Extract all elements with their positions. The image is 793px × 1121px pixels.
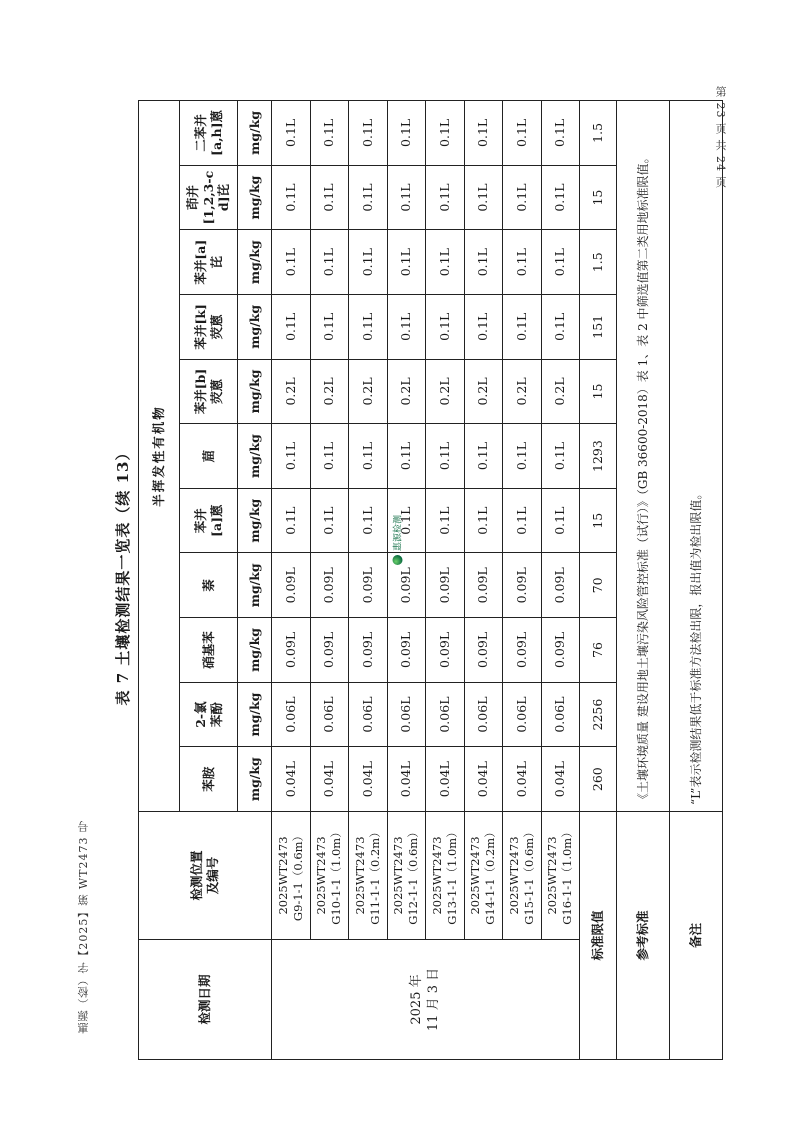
value-cell: 0.1L xyxy=(387,424,426,489)
value-cell: 0.1L xyxy=(503,101,542,166)
table-row xyxy=(349,101,388,1060)
value-cell: 0.1L xyxy=(272,424,311,489)
position-cell: 2025WT2473 G15-1-1（0.6m） xyxy=(503,812,542,940)
value-cell: 0.1L xyxy=(349,101,388,166)
value-cell: 0.06L xyxy=(349,682,388,747)
value-cell: 0.1L xyxy=(464,101,503,166)
value-cell: 0.1L xyxy=(349,230,388,295)
value-cell: 0.1L xyxy=(310,165,349,230)
reference-text: 《土壤环境质量 建设用地土壤污染风险管控标准（试行）》（GB 36600-2018）表 1、表 2 中筛选值第二类用地标准限值。 xyxy=(617,101,670,812)
value-cell: 0.1L xyxy=(503,295,542,360)
table-row xyxy=(541,101,580,1060)
value-cell: 0.09L xyxy=(310,618,349,683)
value-cell: 0.1L xyxy=(387,295,426,360)
value-cell: 0.1L xyxy=(349,424,388,489)
value-cell: 0.06L xyxy=(464,682,503,747)
value-cell: 0.09L xyxy=(541,618,580,683)
value-cell: 0.1L xyxy=(387,488,426,553)
value-cell: 0.1L xyxy=(541,488,580,553)
unit-cell: mg/kg xyxy=(238,618,272,683)
position-cell: 2025WT2473 G9-1-1（0.6m） xyxy=(272,812,311,940)
position-cell: 2025WT2473 G13-1-1（1.0m） xyxy=(426,812,465,940)
value-cell: 0.06L xyxy=(503,682,542,747)
value-cell: 0.1L xyxy=(349,488,388,553)
analyte-header: 䓛 xyxy=(180,424,238,489)
value-cell: 0.09L xyxy=(541,553,580,618)
analyte-header: 苯胺 xyxy=(180,747,238,812)
reference-label: 参考标准 xyxy=(617,812,670,1060)
value-cell: 0.09L xyxy=(349,618,388,683)
value-cell: 0.1L xyxy=(541,295,580,360)
value-cell: 0.1L xyxy=(310,424,349,489)
value-cell: 0.2L xyxy=(387,359,426,424)
value-cell: 0.1L xyxy=(387,230,426,295)
company-logo xyxy=(390,515,403,565)
value-cell: 0.09L xyxy=(272,618,311,683)
value-cell: 0.1L xyxy=(310,101,349,166)
remark-row xyxy=(670,101,723,1060)
value-cell: 0.1L xyxy=(503,488,542,553)
unit-cell: mg/kg xyxy=(238,101,272,166)
value-cell: 0.2L xyxy=(349,359,388,424)
standard-row xyxy=(580,101,617,1060)
analyte-header: 二苯并 [a,h]蒽 xyxy=(180,101,238,166)
position-cell: 2025WT2473 G11-1-1（0.2m） xyxy=(349,812,388,940)
value-cell: 0.06L xyxy=(541,682,580,747)
analyte-header: 苯并 [a]蒽 xyxy=(180,488,238,553)
group-header: 半挥发性有机物 xyxy=(139,101,180,812)
value-cell: 0.09L xyxy=(387,553,426,618)
value-cell: 0.09L xyxy=(349,553,388,618)
page-number: 第 23 页 共 24 页 xyxy=(714,86,727,189)
analyte-header: 苯并[k] 荧蒽 xyxy=(180,295,238,360)
unit-cell: mg/kg xyxy=(238,359,272,424)
value-cell: 0.09L xyxy=(464,618,503,683)
table-row xyxy=(426,101,465,1060)
report-page xyxy=(102,80,702,1070)
unit-cell: mg/kg xyxy=(238,165,272,230)
value-cell: 0.1L xyxy=(310,488,349,553)
value-cell: 0.04L xyxy=(541,747,580,812)
value-cell: 0.2L xyxy=(503,359,542,424)
standard-value: 76 xyxy=(580,618,617,683)
value-cell: 0.09L xyxy=(426,553,465,618)
value-cell: 0.1L xyxy=(464,424,503,489)
value-cell: 0.1L xyxy=(426,165,465,230)
value-cell: 0.1L xyxy=(272,295,311,360)
value-cell: 0.2L xyxy=(272,359,311,424)
value-cell: 0.04L xyxy=(387,747,426,812)
value-cell: 0.1L xyxy=(503,165,542,230)
value-cell: 0.09L xyxy=(503,553,542,618)
value-cell: 0.04L xyxy=(464,747,503,812)
value-cell: 0.09L xyxy=(503,618,542,683)
standard-value: 70 xyxy=(580,553,617,618)
value-cell: 0.1L xyxy=(426,101,465,166)
standard-value: 1293 xyxy=(580,424,617,489)
analyte-header: 苯并[a] 芘 xyxy=(180,230,238,295)
position-cell: 2025WT2473 G16-1-1（1.0m） xyxy=(541,812,580,940)
unit-cell: mg/kg xyxy=(238,553,272,618)
value-cell: 0.09L xyxy=(426,618,465,683)
value-cell: 0.2L xyxy=(310,359,349,424)
value-cell: 0.06L xyxy=(426,682,465,747)
value-cell: 0.1L xyxy=(541,424,580,489)
value-cell: 0.04L xyxy=(503,747,542,812)
date-header: 检测日期 xyxy=(139,940,272,1060)
value-cell: 0.1L xyxy=(426,230,465,295)
unit-cell: mg/kg xyxy=(238,682,272,747)
value-cell: 0.04L xyxy=(272,747,311,812)
analyte-header: 硝基苯 xyxy=(180,618,238,683)
value-cell: 0.2L xyxy=(464,359,503,424)
analyte-header: 苯并[b] 荧蒽 xyxy=(180,359,238,424)
value-cell: 0.2L xyxy=(541,359,580,424)
unit-cell: mg/kg xyxy=(238,488,272,553)
value-cell: 0.1L xyxy=(503,230,542,295)
value-cell: 0.06L xyxy=(272,682,311,747)
reference-row xyxy=(617,101,670,1060)
value-cell: 0.1L xyxy=(272,488,311,553)
unit-cell: mg/kg xyxy=(238,295,272,360)
value-cell: 0.1L xyxy=(387,165,426,230)
analyte-header: 2-氯 苯酚 xyxy=(180,682,238,747)
table-row xyxy=(387,101,426,1060)
value-cell: 0.04L xyxy=(310,747,349,812)
value-cell: 0.09L xyxy=(310,553,349,618)
value-cell: 0.1L xyxy=(310,295,349,360)
standard-value: 15 xyxy=(580,359,617,424)
value-cell: 0.1L xyxy=(349,165,388,230)
value-cell: 0.09L xyxy=(387,618,426,683)
standard-label: 标准限值 xyxy=(580,812,617,1060)
value-cell: 0.1L xyxy=(272,230,311,295)
table-title: 表 7 土壤检测结果一览表（续 13） xyxy=(114,444,132,706)
value-cell: 0.1L xyxy=(541,230,580,295)
table-row xyxy=(503,101,542,1060)
position-header: 检测位置 及编号 xyxy=(139,812,272,940)
value-cell: 0.1L xyxy=(464,230,503,295)
unit-cell: mg/kg xyxy=(238,747,272,812)
value-cell: 0.1L xyxy=(464,488,503,553)
value-cell: 0.1L xyxy=(426,295,465,360)
logo-icon xyxy=(392,555,402,565)
unit-cell: mg/kg xyxy=(238,424,272,489)
standard-value: 260 xyxy=(580,747,617,812)
value-cell: 0.1L xyxy=(272,165,311,230)
value-cell: 0.1L xyxy=(503,424,542,489)
value-cell: 0.04L xyxy=(349,747,388,812)
standard-value: 1.5 xyxy=(580,101,617,166)
position-cell: 2025WT2473 G14-1-1（0.2m） xyxy=(464,812,503,940)
standard-value: 2256 xyxy=(580,682,617,747)
value-cell: 0.1L xyxy=(541,165,580,230)
value-cell: 0.1L xyxy=(464,295,503,360)
value-cell: 0.04L xyxy=(426,747,465,812)
value-cell: 0.1L xyxy=(426,488,465,553)
value-cell: 0.1L xyxy=(272,101,311,166)
value-cell: 0.09L xyxy=(464,553,503,618)
results-table xyxy=(138,100,723,1060)
value-cell: 0.1L xyxy=(541,101,580,166)
value-cell: 0.2L xyxy=(426,359,465,424)
report-number: 惠源（检）字【2025】第 WT2473 号 xyxy=(77,820,90,1034)
position-cell: 2025WT2473 G10-1-1（1.0m） xyxy=(310,812,349,940)
value-cell: 0.1L xyxy=(426,424,465,489)
value-cell: 0.1L xyxy=(310,230,349,295)
table-row xyxy=(272,101,311,1060)
value-cell: 0.1L xyxy=(464,165,503,230)
standard-value: 1.5 xyxy=(580,230,617,295)
position-cell: 2025WT2473 G12-1-1（0.6m） xyxy=(387,812,426,940)
value-cell: 0.1L xyxy=(387,101,426,166)
table-row xyxy=(464,101,503,1060)
value-cell: 0.06L xyxy=(387,682,426,747)
unit-cell: mg/kg xyxy=(238,230,272,295)
standard-value: 15 xyxy=(580,165,617,230)
standard-value: 15 xyxy=(580,488,617,553)
value-cell: 0.06L xyxy=(310,682,349,747)
analyte-header: 萘 xyxy=(180,553,238,618)
remark-text: “L”表示检测结果低于标准方法检出限，报出值为检出限值。 xyxy=(670,101,723,812)
logo-text: 惠源检测 xyxy=(393,514,403,552)
analyte-header: 茚并 [1,2,3-c d]芘 xyxy=(180,165,238,230)
date-cell: 2025 年 11 月 3 日 xyxy=(272,940,580,1060)
value-cell: 0.09L xyxy=(272,553,311,618)
remark-label: 备注 xyxy=(670,812,723,1060)
table-row xyxy=(310,101,349,1060)
value-cell: 0.1L xyxy=(349,295,388,360)
standard-value: 151 xyxy=(580,295,617,360)
